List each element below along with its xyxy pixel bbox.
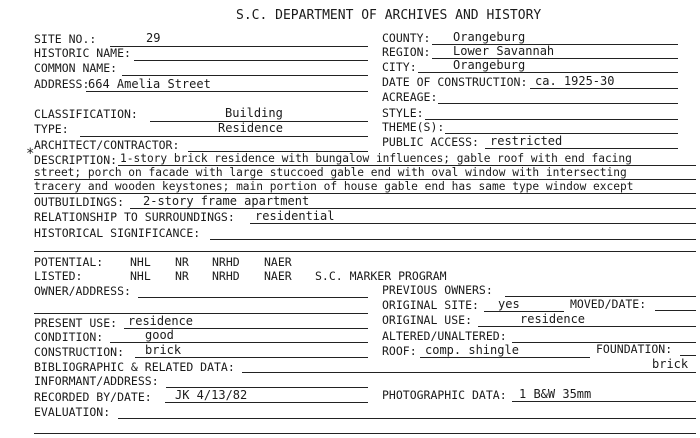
foundation-value: brick xyxy=(652,357,689,371)
date-label: DATE OF CONSTRUCTION: xyxy=(382,75,528,89)
common-name-label: COMMON NAME: xyxy=(34,61,118,75)
evaluation-line xyxy=(118,418,696,419)
type-label: TYPE: xyxy=(34,122,69,136)
significance-label: HISTORICAL SIGNIFICANCE: xyxy=(34,226,201,240)
description-line-2: street; porch on facade with large stuccoed gable end with oval window with intersecting xyxy=(34,166,627,179)
original-use-line xyxy=(478,326,696,327)
listed-nrhd: NRHD xyxy=(212,269,240,283)
outbuildings-label: OUTBUILDINGS: xyxy=(34,195,125,209)
moved-date-label: MOVED/DATE: xyxy=(570,297,647,311)
public-access-line xyxy=(485,148,678,149)
address-label: ADDRESS: xyxy=(34,77,90,91)
outbuildings-value: 2-story frame apartment xyxy=(143,194,310,208)
significance-line xyxy=(210,239,696,240)
owner-line xyxy=(138,297,368,298)
relationship-value: residential xyxy=(255,209,335,223)
architect-label: ARCHITECT/CONTRACTOR: xyxy=(34,138,180,152)
historic-name-line xyxy=(134,60,368,61)
photographic-value: 1 B&W 35mm xyxy=(519,387,592,401)
public-access-label: PUBLIC ACCESS: xyxy=(382,135,479,149)
acreage-label: ACREAGE: xyxy=(382,90,438,104)
site-no-line xyxy=(110,46,368,47)
potential-nhl: NHL xyxy=(130,255,151,269)
city-value: Orangeburg xyxy=(453,58,526,72)
recorded-by-line xyxy=(165,402,368,403)
photographic-label: PHOTOGRAPHIC DATA: xyxy=(382,388,507,402)
recorded-by-label: RECORDED BY/DATE: xyxy=(34,390,152,404)
description-label: DESCRIPTION: xyxy=(34,153,118,167)
description-line-1: 1-story brick residence with bungalow influences; gable roof with end facing xyxy=(120,152,632,165)
relationship-line xyxy=(250,223,696,224)
construction-value: brick xyxy=(145,343,182,357)
common-name-line xyxy=(122,75,368,76)
evaluation-label: EVALUATION: xyxy=(34,405,111,419)
listed-nr: NR xyxy=(175,269,189,283)
site-no-value: 29 xyxy=(146,31,161,45)
potential-nr: NR xyxy=(175,255,189,269)
site-no-label: SITE NO.: xyxy=(34,32,97,46)
informant-label: INFORMANT/ADDRESS: xyxy=(34,374,159,388)
classification-label: CLASSIFICATION: xyxy=(34,107,138,121)
condition-label: CONDITION: xyxy=(34,330,104,344)
original-site-label: ORIGINAL SITE: xyxy=(382,298,479,312)
public-access-value: restricted xyxy=(490,134,563,148)
owner-label: OWNER/ADDRESS: xyxy=(34,284,131,298)
listed-naer: NAER xyxy=(264,269,292,283)
original-site-value: yes xyxy=(498,297,520,311)
type-value: Residence xyxy=(218,121,284,135)
city-line xyxy=(418,72,678,73)
significance-line-2 xyxy=(34,251,696,252)
form-header: S.C. DEPARTMENT OF ARCHIVES AND HISTORY xyxy=(236,8,542,23)
roof-line xyxy=(420,357,590,358)
potential-naer: NAER xyxy=(264,255,292,269)
type-line xyxy=(80,136,368,137)
original-use-label: ORIGINAL USE: xyxy=(382,313,473,327)
construction-line xyxy=(135,357,368,358)
region-label: REGION: xyxy=(382,45,431,59)
historic-name-label: HISTORIC NAME: xyxy=(34,46,131,60)
region-value: Lower Savannah xyxy=(453,44,555,58)
recorded-by-value: JK 4/13/82 xyxy=(175,388,248,402)
description-rule-3 xyxy=(34,193,696,194)
photographic-line xyxy=(512,401,696,402)
relationship-label: RELATIONSHIP TO SURROUNDINGS: xyxy=(34,210,235,224)
present-use-value: residence xyxy=(128,314,194,328)
acreage-line xyxy=(438,103,678,104)
roof-value: comp. shingle xyxy=(425,343,519,357)
moved-date-line xyxy=(655,310,696,311)
style-label: STYLE: xyxy=(382,106,424,120)
city-label: CITY: xyxy=(382,60,417,74)
potential-nrhd: NRHD xyxy=(212,255,240,269)
construction-label: CONSTRUCTION: xyxy=(34,345,125,359)
outbuildings-line xyxy=(130,208,696,209)
listed-label: LISTED: xyxy=(34,269,83,283)
county-label: COUNTY: xyxy=(382,31,431,45)
style-line xyxy=(425,119,678,120)
theme-label: THEME(S): xyxy=(382,120,445,134)
foundation-line xyxy=(680,355,696,356)
original-use-value: residence xyxy=(520,312,586,326)
marker-program-label: S.C. MARKER PROGRAM xyxy=(315,269,447,283)
address-line xyxy=(86,91,368,92)
evaluation-line-2 xyxy=(34,433,696,434)
bibliographic-line xyxy=(242,372,696,373)
owner-line-2 xyxy=(34,313,368,314)
date-value: ca. 1925-30 xyxy=(535,74,615,88)
altered-label: ALTERED/UNALTERED: xyxy=(382,329,507,343)
roof-label: ROOF: xyxy=(382,344,417,358)
foundation-label: FOUNDATION: xyxy=(596,342,673,356)
description-asterisk: * xyxy=(26,146,35,162)
condition-value: good xyxy=(145,328,174,342)
date-line xyxy=(530,88,678,89)
previous-owners-label: PREVIOUS OWNERS: xyxy=(382,283,493,297)
county-value: Orangeburg xyxy=(453,30,526,44)
listed-nhl: NHL xyxy=(130,269,151,283)
classification-value: Building xyxy=(225,106,283,120)
bibliographic-label: BIBLIOGRAPHIC & RELATED DATA: xyxy=(34,360,235,374)
address-value: 664 Amelia Street xyxy=(88,77,211,91)
potential-label: POTENTIAL: xyxy=(34,255,104,269)
present-use-label: PRESENT USE: xyxy=(34,316,118,330)
description-line-3: tracery and wooden keystones; main portion of house gable end has same type window except xyxy=(34,180,634,193)
